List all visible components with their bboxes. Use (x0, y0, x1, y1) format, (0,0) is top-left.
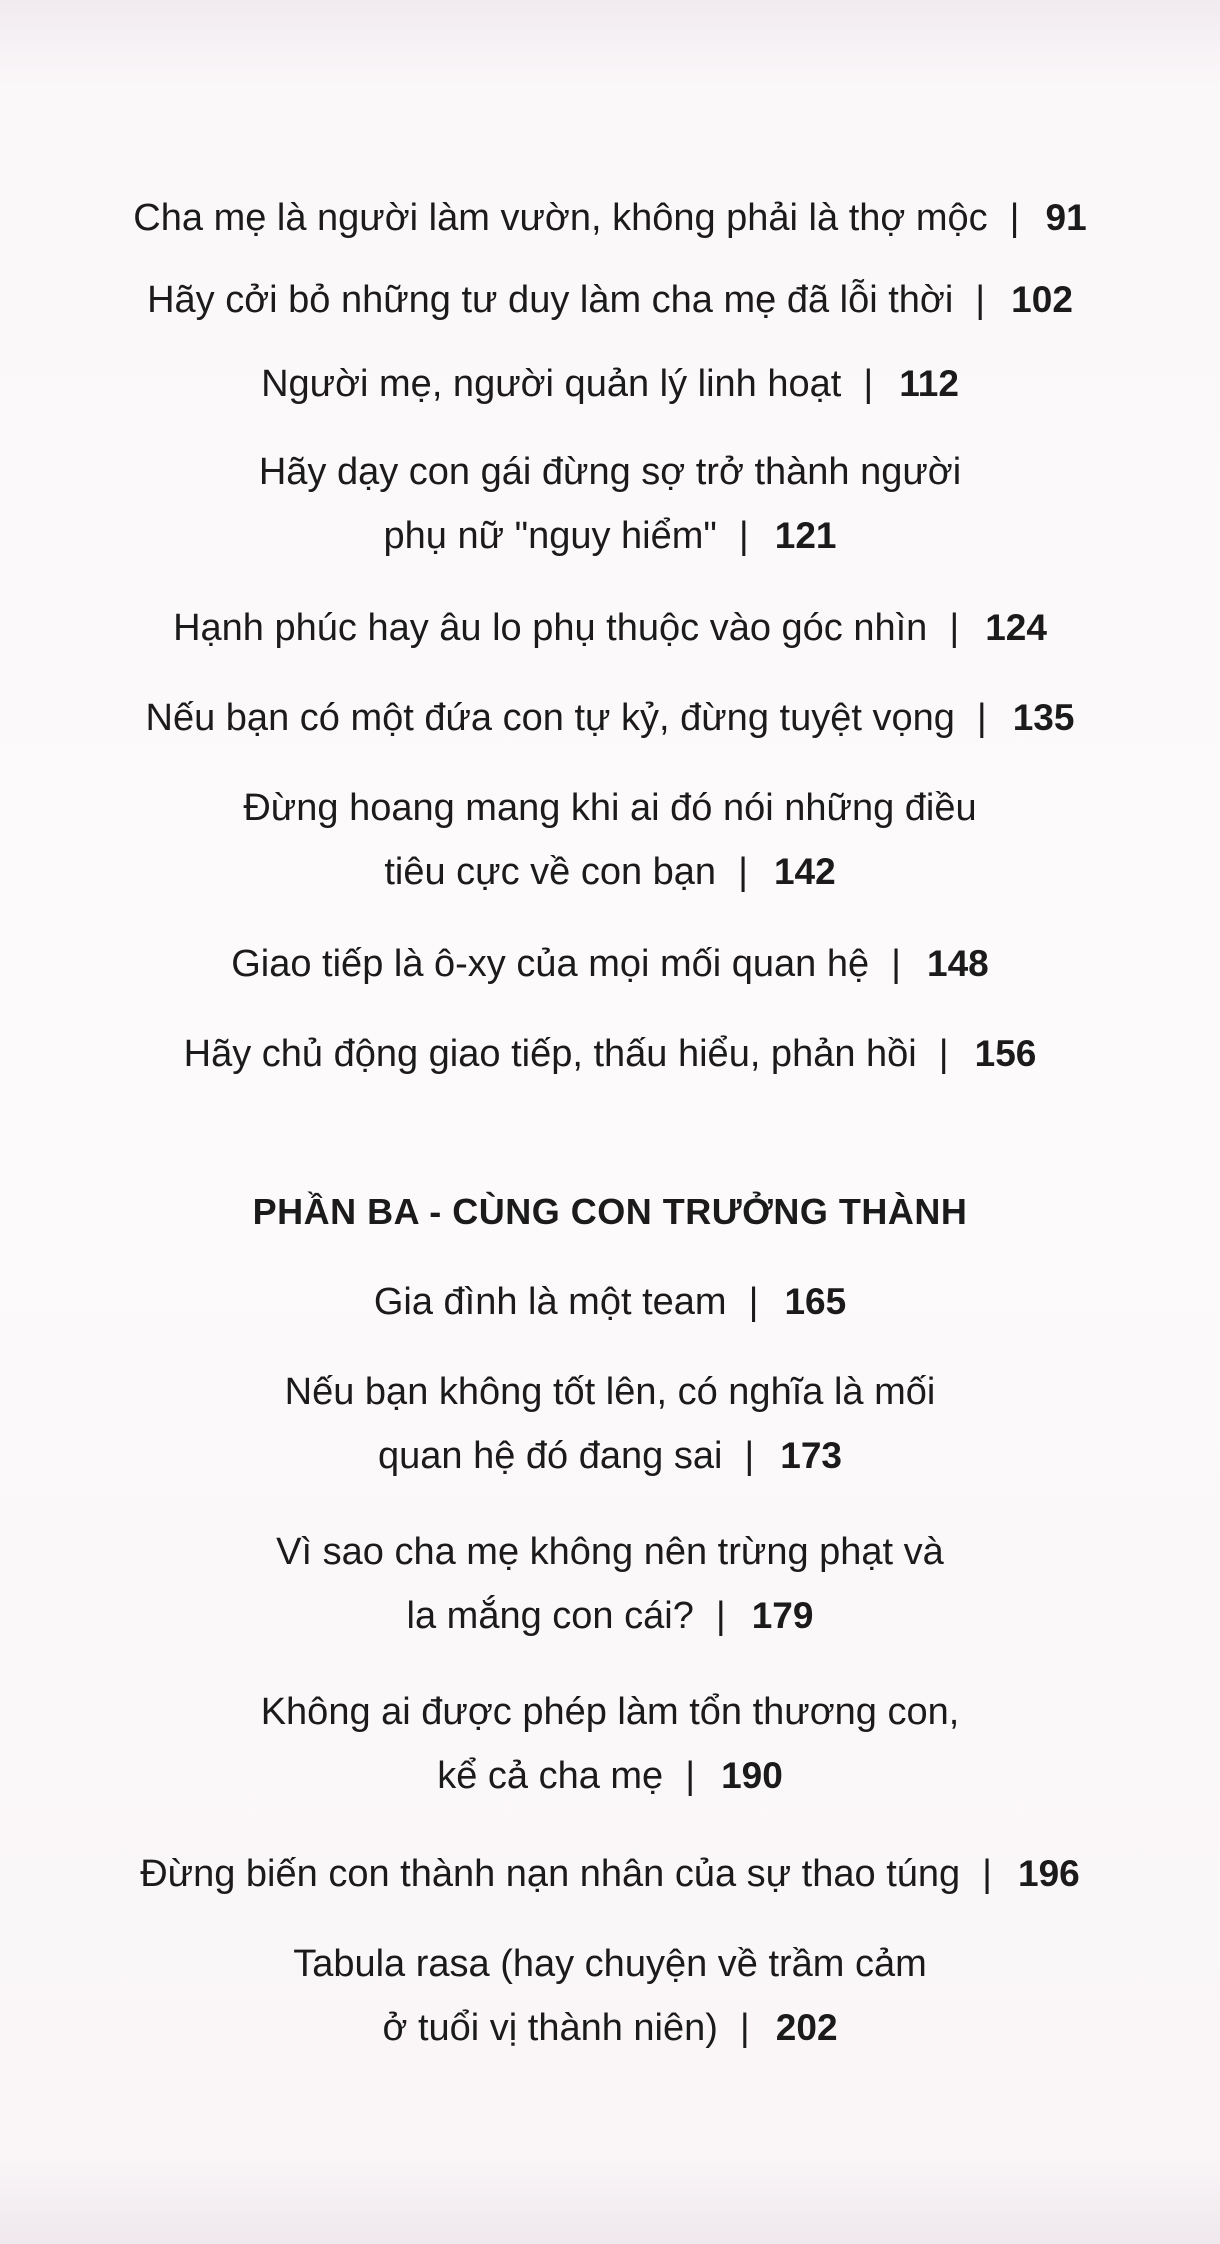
toc-entry (0, 776, 1220, 904)
toc-entry (0, 440, 1220, 568)
entry-title: Hãy chủ động giao tiếp, thấu hiểu, phản hồi (183, 1033, 917, 1075)
separator: | (949, 607, 960, 649)
page-number: 202 (775, 2007, 838, 2048)
separator: | (975, 279, 986, 321)
entry-title: phụ nữ "nguy hiểm" (383, 515, 717, 557)
separator: | (891, 943, 902, 985)
entry-title: la mắng con cái? (406, 1595, 694, 1637)
entry-title: Hãy cởi bỏ những tư duy làm cha mẹ đã lỗi thời (147, 279, 954, 321)
separator: | (738, 851, 748, 893)
page-number: 173 (780, 1435, 843, 1476)
toc-entry (0, 1270, 1220, 1334)
entry-title: Gia đình là một team (373, 1281, 727, 1323)
toc-entry (0, 1022, 1220, 1086)
entry-title: tiêu cực về con bạn (384, 851, 717, 893)
entry-title: Hãy dạy con gái đừng sợ trở thành người (258, 451, 962, 493)
entry-title: Vì sao cha mẹ không nên trừng phạt và (276, 1531, 944, 1573)
entry-title: Nếu bạn có một đứa con tự kỷ, đừng tuyệt vọng (145, 697, 955, 739)
separator: | (739, 2007, 750, 2049)
toc-entry (0, 1680, 1220, 1808)
page-number: 156 (974, 1033, 1037, 1074)
entry-title: Người mẹ, người quản lý linh hoạt (261, 363, 842, 405)
page-number: 102 (1011, 279, 1073, 320)
entry-title: quan hệ đó đang sai (377, 1435, 723, 1477)
entry-title: Không ai được phép làm tổn thương con, (260, 1691, 960, 1733)
page-number: 121 (774, 515, 837, 556)
page-number: 135 (1012, 697, 1075, 738)
entry-title: Nếu bạn không tốt lên, có nghĩa là mối (284, 1371, 936, 1413)
separator: | (748, 1281, 759, 1323)
separator: | (738, 515, 749, 557)
toc-entry (0, 1932, 1220, 2060)
entry-title: Đừng hoang mang khi ai đó nói những điều (243, 787, 977, 829)
toc-entry (0, 1360, 1220, 1488)
entry-title: kể cả cha mẹ (437, 1755, 664, 1797)
toc-entry (0, 1520, 1220, 1648)
page-number: 165 (784, 1281, 847, 1322)
toc-entry (0, 352, 1220, 416)
separator: | (982, 1853, 993, 1895)
toc-entry (0, 596, 1220, 660)
separator: | (715, 1595, 726, 1637)
toc-entry (0, 686, 1220, 750)
entry-title: ở tuổi vị thành niên) (382, 2007, 718, 2049)
page-number: 148 (927, 943, 989, 984)
page-number: 179 (751, 1595, 814, 1636)
toc-entry (0, 1842, 1220, 1906)
toc-entry (0, 186, 1220, 250)
separator: | (685, 1755, 696, 1797)
entry-title: Hạnh phúc hay âu lo phụ thuộc vào góc nhìn (173, 607, 928, 649)
separator: | (863, 363, 874, 405)
page-number: 142 (773, 851, 836, 892)
entry-title: Giao tiếp là ô-xy của mọi mối quan hệ (231, 943, 870, 985)
entry-title: Tabula rasa (hay chuyện về trầm cảm (293, 1943, 927, 1985)
separator: | (938, 1033, 949, 1075)
page-number: 124 (985, 607, 1047, 648)
toc-entry (0, 268, 1220, 332)
page-number: 91 (1045, 197, 1087, 238)
page-number: 196 (1018, 1853, 1080, 1894)
entry-title: Đừng biến con thành nạn nhân của sự thao túng (140, 1853, 961, 1895)
toc-entry (0, 932, 1220, 996)
entry-title: Cha mẹ là người làm vườn, không phải là thợ mộc (133, 197, 988, 239)
page-number: 112 (899, 363, 959, 404)
separator: | (744, 1435, 755, 1477)
section-heading: PHẦN BA - CÙNG CON TRƯỞNG THÀNH (252, 1191, 968, 1232)
page-number: 190 (721, 1755, 783, 1796)
separator: | (1009, 197, 1020, 239)
separator: | (976, 697, 987, 739)
